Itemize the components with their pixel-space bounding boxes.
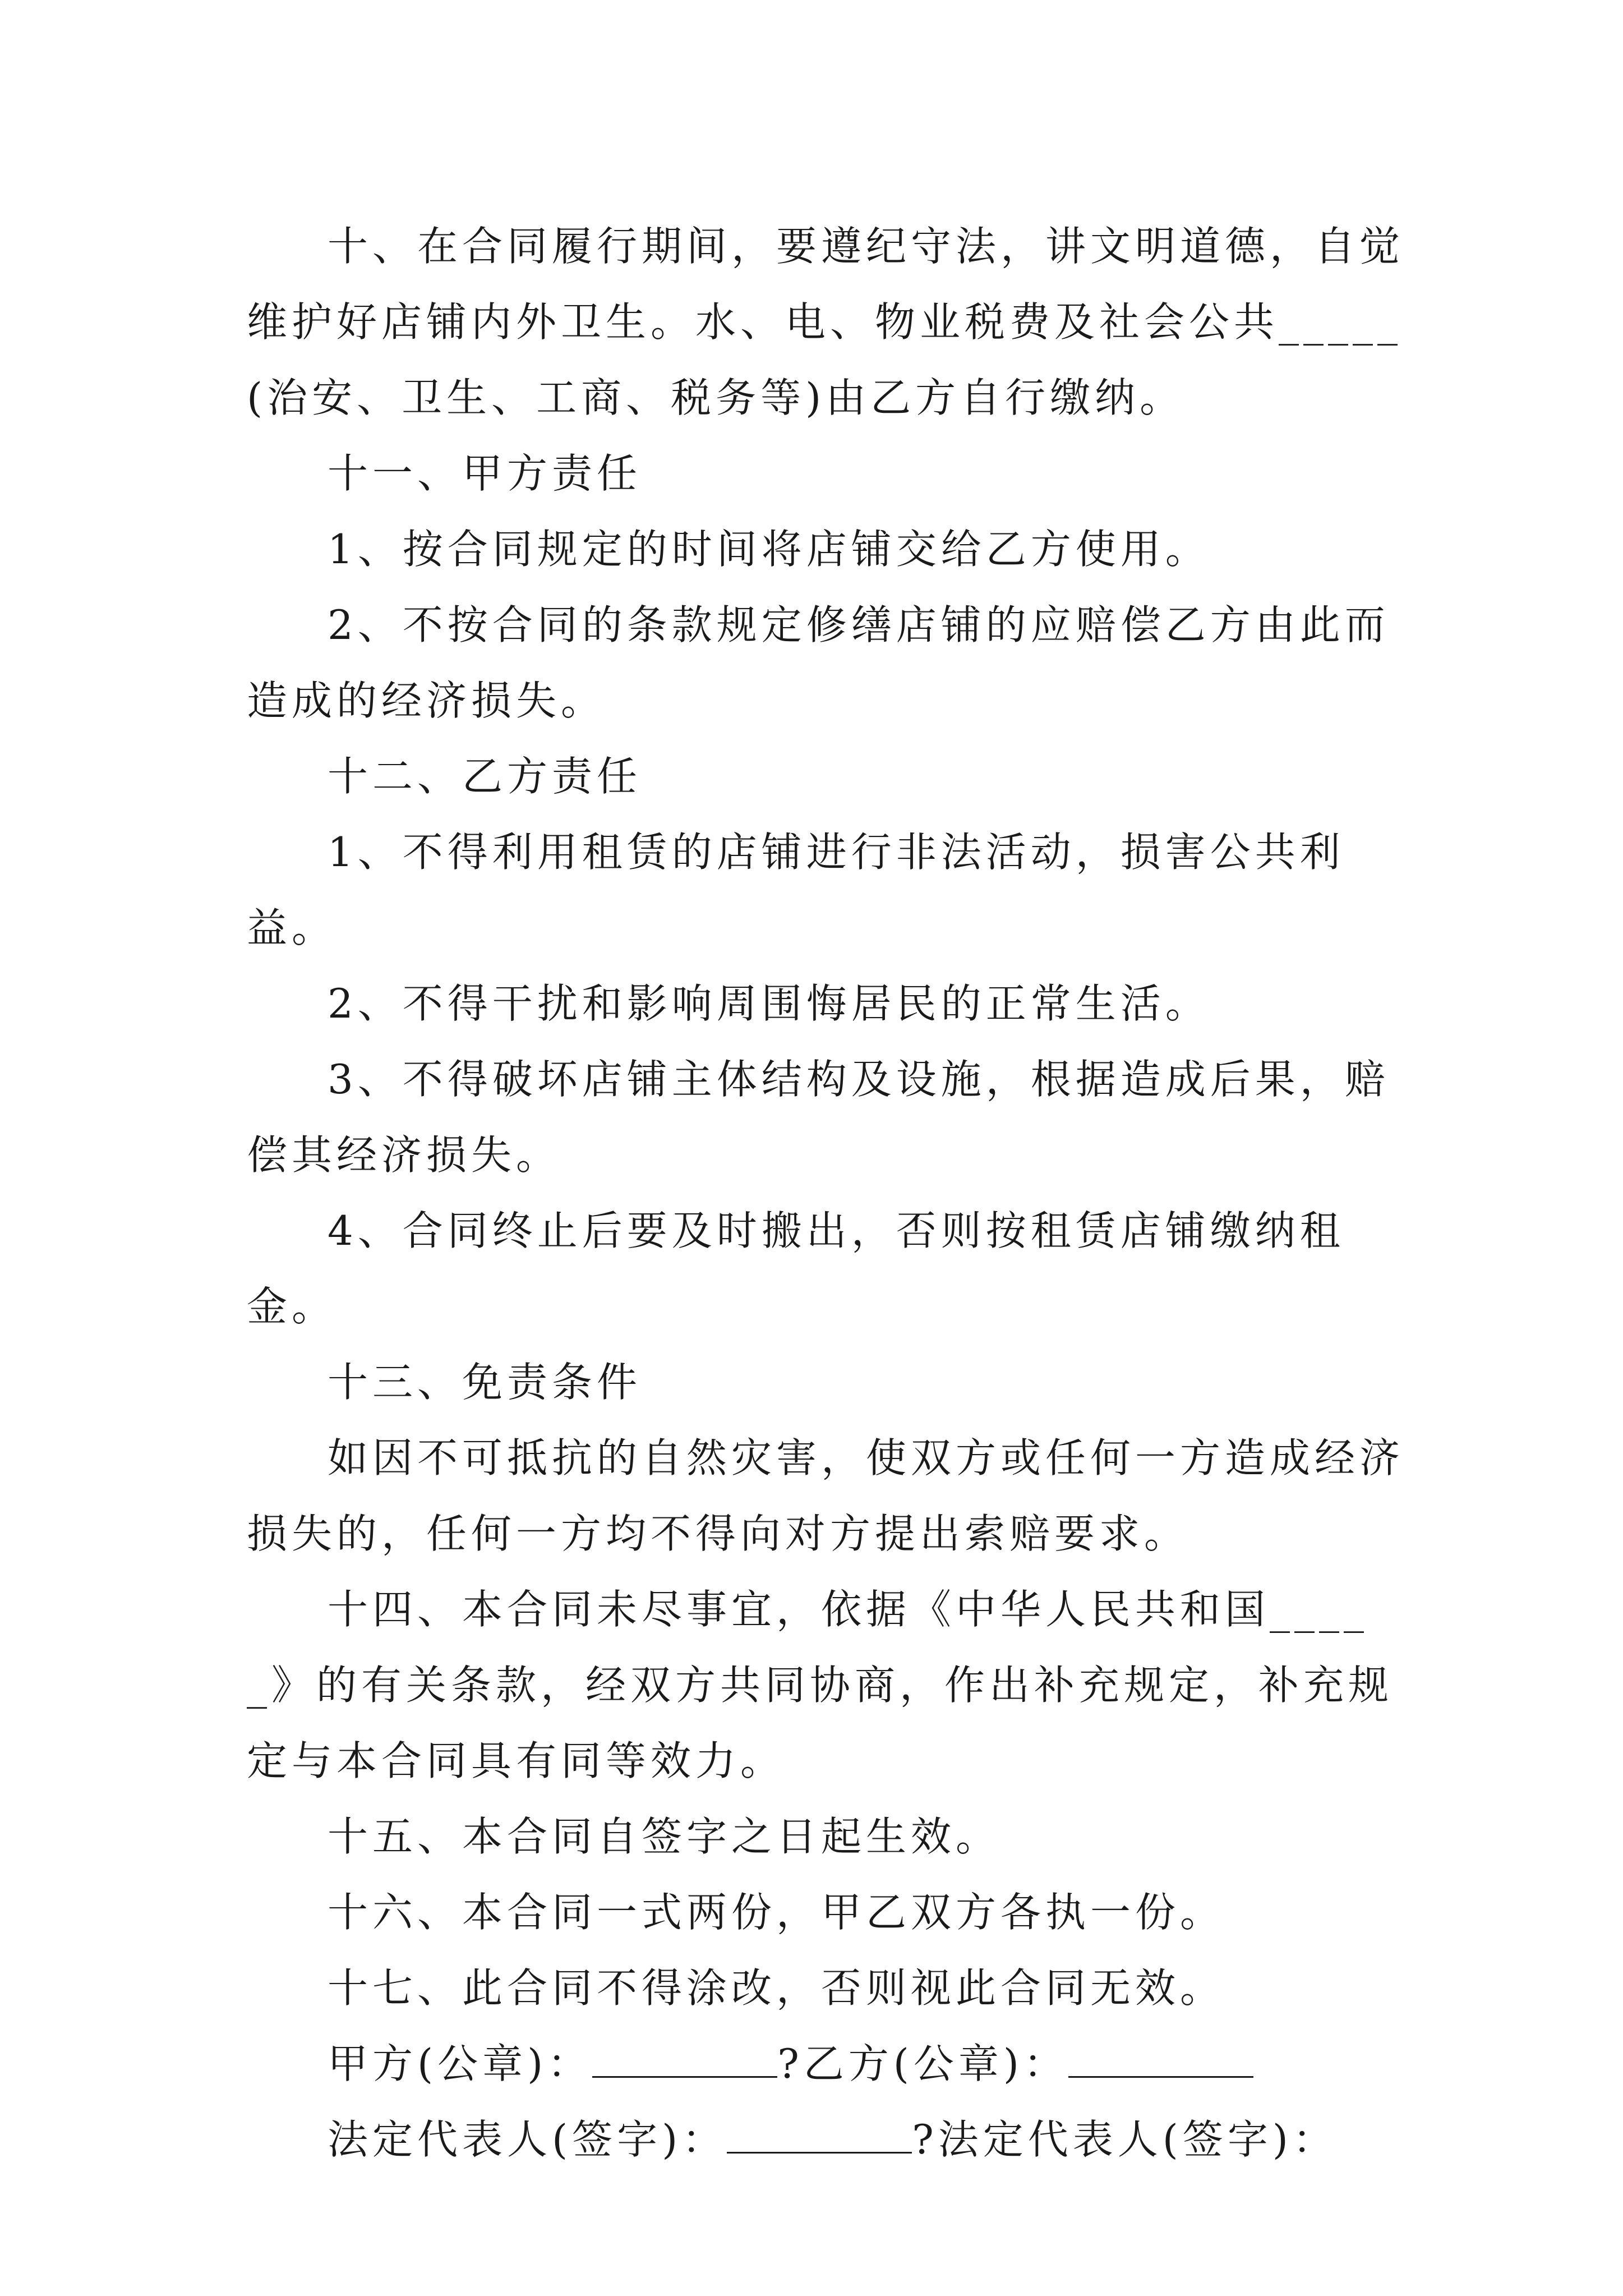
clause-15: 十五、本合同自签字之日起生效。 [328,1813,1001,1860]
clause-13-body: 如因不可抵抗的自然灾害，使双方或任何一方造成经济损失的，任何一方均不得向对方提出索赔要求。 [247,1434,1405,1557]
clause-10: 十、在合同履行期间，要遵纪守法，讲文明道德，自觉维护好店铺内外卫生。水、电、物业税费及社会公共_____(治安、卫生、工商、税务等)由乙方自行缴纳。 [247,223,1405,421]
rep-b-label: ?法定代表人(签字)： [912,2116,1338,2163]
clause-17: 十七、此合同不得涂改，否则视此合同无效。 [328,1964,1225,2012]
contract-body [247,209,1408,2178]
clause-16: 十六、本合同一式两份，甲乙双方各执一份。 [328,1889,1225,1936]
clause-12-item-2: 2、不得干扰和影响周围悔居民的正常生活。 [328,980,1210,1027]
clause-12-heading: 十二、乙方责任 [328,753,642,800]
clause-13-heading: 十三、免责条件 [328,1359,642,1406]
clause-11-item-1: 1、按合同规定的时间将店铺交给乙方使用。 [328,526,1210,573]
party-b-seal-blank[interactable] [1068,2042,1253,2078]
party-a-seal-blank[interactable] [592,2042,777,2078]
clause-12-item-3: 3、不得破坏店铺主体结构及设施，根据造成后果，赔偿其经济损失。 [247,1056,1390,1179]
signature-line-seal [247,2026,1408,2102]
clause-12-item-4: 4、合同终止后要及时搬出，否则按租赁店铺缴纳租金。 [247,1207,1345,1330]
clause-11-heading: 十一、甲方责任 [328,450,642,497]
rep-a-label: 法定代表人(签字)： [328,2116,727,2163]
clause-14: 十四、本合同未尽事宜，依据《中华人民共和国_____》的有关条款，经双方共同协商，作出补充规定，补充规定与本合同具有同等效力。 [247,1586,1394,1784]
party-a-seal-label: 甲方(公章)： [328,2040,593,2087]
clause-11-item-2: 2、不按合同的条款规定修缮店铺的应赔偿乙方由此而造成的经济损失。 [247,601,1390,724]
signature-line-representative [247,2102,1408,2178]
clause-12-item-1: 1、不得利用租赁的店铺进行非法活动，损害公共利益。 [247,829,1345,951]
party-b-seal-label: ?乙方(公章)： [777,2040,1068,2087]
rep-a-blank[interactable] [727,2118,912,2154]
